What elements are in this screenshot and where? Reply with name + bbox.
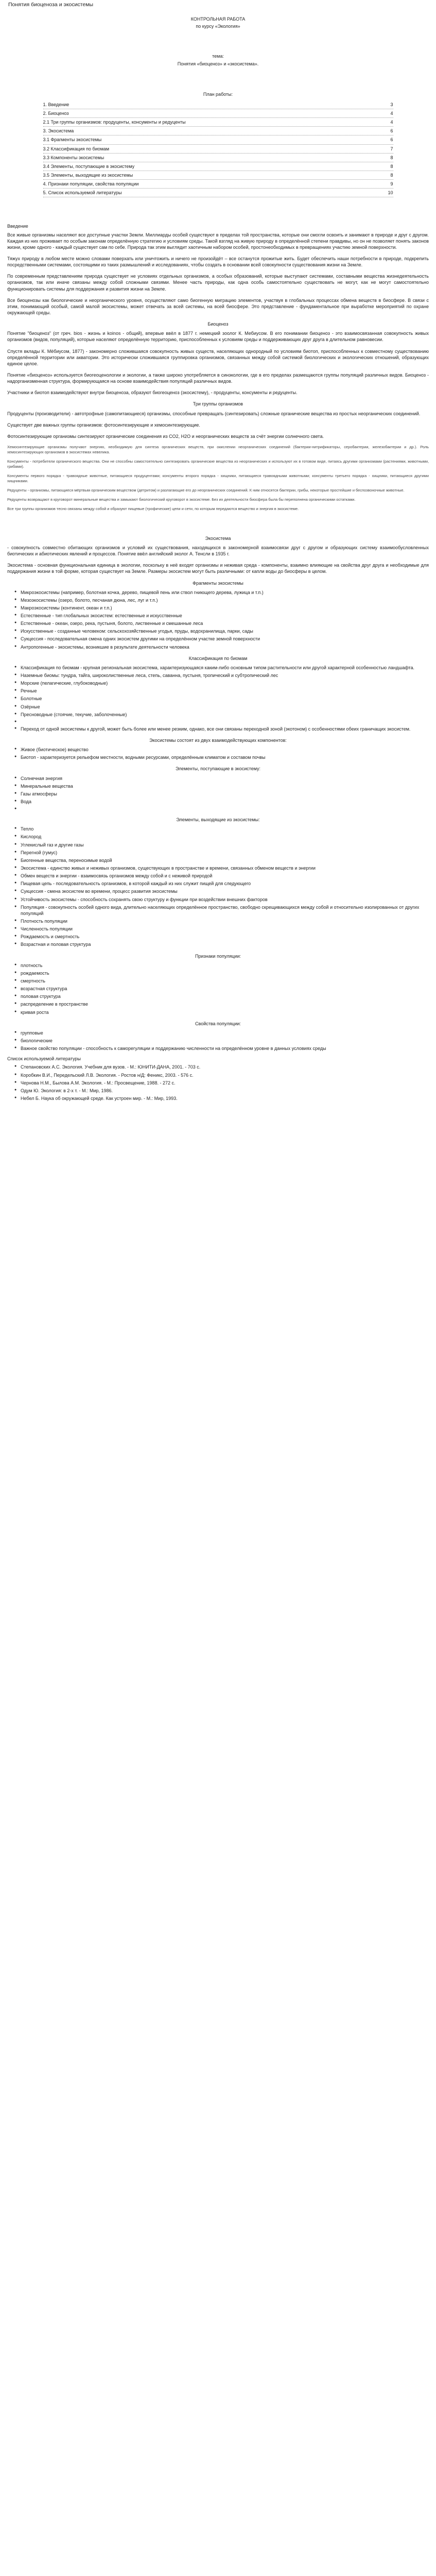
toc-item-page: 4 xyxy=(390,111,393,116)
detail-paragraph: Все три группы организмов тесно связаны между собой и образуют пищевые (трофические) цепи и сети, по которым передаются вещество и энергия в экосистеме. xyxy=(7,506,299,511)
groups-heading: Три группы организмов xyxy=(193,401,243,407)
list-item: ● Морские (пелагические, глубоководные) xyxy=(21,680,429,686)
toc-item-page: 4 xyxy=(390,120,393,125)
population-properties-heading: Свойства популяции: xyxy=(195,1021,241,1026)
biocenosis-paragraph: Участники и биотоп взаимодействуют внутри биоценоза, образуют биогеоценоз (экосистему), - продуценты, консументы и редуценты. xyxy=(7,390,298,396)
intro-paragraph: Тяжух природу в любом месте можно словами поверхать или уничтожить и ничего не произойдёт – все останутся прожитые жить. Будет обеспечить наши потребности в природе, подкрепить посредственными системами, состоящими из таких размышлений и исследованиях, чтобы создать в основании всей совокупности существования жизни на Земле. xyxy=(7,256,429,268)
ecosystem-section xyxy=(7,545,429,575)
list-item: ● Пищевая цепь - последовательность организмов, в которой каждый из них служит пищей для следующего xyxy=(21,880,429,887)
toc-item-text: 3. Экосистема xyxy=(43,128,74,134)
list-item: ● Плотность популяции xyxy=(21,918,429,924)
biocenosis-section xyxy=(7,330,429,396)
list-item: ● Обмен веществ и энергии - взаимосвязь организмов между собой и с неживой природой xyxy=(21,873,429,879)
toc-item-page: 6 xyxy=(390,128,393,134)
toc-item[interactable] xyxy=(43,162,393,171)
toc-item-text: 2.1 Три группы организмов: продуценты, консументы и редуценты xyxy=(43,120,186,125)
toc-item-page: 9 xyxy=(390,181,393,187)
list-item: ● Речные xyxy=(21,688,429,694)
list-item: ● Рождаемость и смертность xyxy=(21,934,429,940)
detail-paragraph: Консументы первого порядка - травоядные животные, питающиеся продуцентами; консументы второго порядка - хищники, питающиеся травоядными животными; консументы третьего порядка - хищники, питающиеся другими хищниками. xyxy=(7,473,429,483)
population-properties-list xyxy=(7,1030,429,1052)
toc-item-page: 8 xyxy=(390,173,393,178)
title-line: по курсу «Экология» xyxy=(196,24,240,29)
reference-item: ● Одум Ю. Экология: в 2-х т. - М.: Мир, 1986. xyxy=(21,1088,429,1094)
list-item: ● групповые xyxy=(21,1030,429,1036)
components-list xyxy=(7,747,429,760)
toc-item[interactable] xyxy=(43,145,393,154)
page-title: Понятия биоценоза и экосистемы xyxy=(8,2,94,8)
list-item: ● Живое (биотическое) вещество xyxy=(21,747,429,753)
biomes-heading: Классификация по биомам xyxy=(188,655,248,661)
list-item: ● Минеральные вещества xyxy=(21,783,429,789)
intro-paragraph: Все биоценозы как биологические и неорганического уровня, осуществляют само биогенную миграцию элементов, участвуя в глобальных процессах обмена веществ в биосфере. В связи с этим, понимающий особый, самой малой экосистемы, может отвечать за всей системы, на всей биосфере. Это представление - фундаментальное при выработке мероприятий по охране окружающей среды. xyxy=(7,297,429,315)
list-item: ● Солнечная энергия xyxy=(21,775,429,782)
list-item: ● Численность популяции xyxy=(21,926,429,932)
toc-item-text: 3.4 Элементы, поступающие в экосистему xyxy=(43,163,135,169)
toc-item[interactable] xyxy=(43,189,393,197)
detail-paragraph: Редуценты - организмы, питающиеся мёртвым органическим веществом (детритом) и разлагающие его до неорганических соединений. К ним относятся бактерии, грибы, некоторые простейшие и беспозвоночные животные. xyxy=(7,487,405,493)
groups-paragraph: Продуценты (производители) - автотрофные (самопитающиеся) организмы, способные превращать (синтезировать) сложные органические вещества из простых неорганических соединений. xyxy=(7,411,421,416)
list-item: ● Антропогенные - экосистемы, возникшие в результате деятельности человека xyxy=(21,644,429,650)
list-item: ● биологические xyxy=(21,1038,429,1044)
references-list xyxy=(7,1064,429,1101)
list-item xyxy=(21,719,429,724)
detail-paragraph: Хемосинтезирующие организмы получают энергию, необходимую для синтеза органических веществ, при окислении неорганических соединений (бактерии-нитрификаторы, серобактерии, железобактерии и др.). Роль хемосинтезирующих организмов в экосистемах невелика. xyxy=(7,444,429,454)
ecosystem-heading: Экосистема xyxy=(205,535,231,541)
references-heading: Список используемой литературы xyxy=(7,1056,81,1062)
list-item: ● Устойчивость экосистемы - способность сохранять свою структуру и функции при воздействии внешних факторов xyxy=(21,896,429,903)
toc-title: План работы: xyxy=(203,91,233,97)
toc-item[interactable] xyxy=(43,100,393,109)
list-item: ● Классификация по биомам - крупная региональная экосистема, характеризующаяся каким-либо основным типом растительности или другой характерной особенностью ландшафта. xyxy=(21,665,429,671)
toc-item-text: 2. Биоценоз xyxy=(43,111,69,116)
toc-item-text: 3.1 Фрагменты экосистемы xyxy=(43,137,102,143)
theme-value: Понятия «биоценоз» и «экосистема». xyxy=(177,61,259,66)
title-line: КОНТРОЛЬНАЯ РАБОТА xyxy=(190,16,246,22)
toc-item-page: 8 xyxy=(390,163,393,169)
reference-item: ● Чернова Н.М., Былова А.М. Экология. - М.: Просвещение, 1988. - 272 с. xyxy=(21,1080,429,1086)
list-item: ● Мезоэкосистемы (озеро, болото, песчаная дюна, лес, луг и т.п.) xyxy=(21,597,429,603)
list-item: ● Наземные биомы: тундра, тайга, широколиственные леса, степь, саванна, пустыня, тропический и субтропический лес xyxy=(21,672,429,679)
biocenosis-heading: Биоценоз xyxy=(207,321,229,327)
components-heading: Экосистемы состоят из двух взаимодействующих компонентов: xyxy=(149,738,287,743)
list-item: ● Биогенные вещества, переносимые водой xyxy=(21,857,429,863)
list-item: ● Сукцессия - последовательная смена одних экосистем другими на определённом участке земной поверхности xyxy=(21,636,429,642)
list-item: ● рождаемость xyxy=(21,970,429,976)
list-item: ● Болотные xyxy=(21,696,429,702)
toc-item[interactable] xyxy=(43,127,393,135)
population-signs-heading: Признаки популяции: xyxy=(195,953,241,959)
toc-item-page: 3 xyxy=(390,101,393,107)
input-heading: Элементы, поступающие в экосистему: xyxy=(175,766,261,772)
toc-item-page: 6 xyxy=(390,137,393,143)
list-item: ● Тепло xyxy=(21,826,429,832)
list-item: ● половая структура xyxy=(21,993,429,999)
ecosystem-paragraph: Экосистема - основная функциональная единица в экологии, поскольку в неё входят организмы и неживая среда - компоненты, взаимно влияющие на свойства друг друга и необходимые для поддержания жизни в той форме, которая существует на Земле. Размеры экосистем могут быть различными: от капли воды до биосферы в целом. xyxy=(7,563,429,574)
groups-section xyxy=(7,411,429,439)
input-list xyxy=(7,775,429,812)
list-item: ● Популяция - совокупность особей одного вида, длительно населяющих определённое пространство, свободно скрещивающихся между собой и относительно изолированных от других популяций xyxy=(21,904,429,917)
toc-item-text: 1. Введение xyxy=(43,101,69,107)
toc-item[interactable] xyxy=(43,118,393,127)
toc-item[interactable] xyxy=(43,171,393,180)
list-item: ● Кислород xyxy=(21,834,429,840)
intro-paragraph: Все живые организмы населяют все доступные участки Земли. Миллиарды особей существуют в пределах той пространства, которые они смогли освоить и занимают в природе и друг с другом. Каждая из них проживает по особым законам определённую стратегию и условиям среды. Такой взгляд на живую природу в определённой степени правдивы, но он не позволяет понять законов жизни, кроме одного - каждый существует сам по себе. Природа так этим выглядит хаотичным набором особей, простонеобходимых в превращениях участию земной поверхности. xyxy=(7,232,429,250)
biocenosis-paragraph: Понятие «биоценоз» используется биогеоценологии и экологии, а также широко употребляется в синэкологии, где в его пределах размещаются группы популяций различных видов. Биоценоз - надорганизменная структура, формирующаяся на основе взаимодействия популяций различных видов. xyxy=(7,372,429,384)
list-item xyxy=(21,806,429,811)
toc-item-text: 5. Список используемой литературы xyxy=(43,190,122,196)
list-item: ● Естественные - тип глобальных экосистем: естественные и искусственные xyxy=(21,613,429,619)
title-block xyxy=(7,15,429,30)
theme-label: тема: xyxy=(212,54,224,59)
reference-item: ● Небел Б. Наука об окружающей среде. Как устроен мир. - М.: Мир, 1993. xyxy=(21,1095,429,1101)
toc-item-text: 3.2 Классификация по биомам xyxy=(43,146,110,151)
intro-heading: Введение xyxy=(7,224,28,229)
list-item: ● Вода xyxy=(21,799,429,805)
detail-paragraph: Консументы - потребители органического вещества. Они не способны самостоятельно синтезировать органические вещества из неорганических и используют их в готовом виде, питаясь другими организмами (растениями, животными, грибами). xyxy=(7,459,429,469)
intro-section xyxy=(7,232,429,316)
toc-item[interactable] xyxy=(43,109,393,118)
fragments-heading: Фрагменты экосистемы xyxy=(193,580,243,586)
biocenosis-paragraph: Спустя вклады К. Мёбиусом, 1877) - закономерно сложившаяся совокупность живых существ, населяющих однородный по условиям биотоп, приспособленных к совместному существованию определённой территории или акватории. Это исторически сложившаяся группировка организмов, связанных между собой системой биологических и экологических отношений, образующих единое целое. xyxy=(7,348,429,366)
toc-item[interactable] xyxy=(43,135,393,144)
list-item: ● Углекислый газ и другие газы xyxy=(21,842,429,848)
intro-paragraph: По современным представлениям природа существует не условиях отдельных организмов, а особых образований, которые выступают системами, составными вещества жизнедеятельность организмов, так или иначе связаны между собой сложными связями. Менее часть природы, как одна особь самостоятельно существовать не могут, как не могут самостоятельно функционировать системы для поддержания и развития жизни на Земле. xyxy=(7,274,429,292)
groups-paragraph: Фотосинтезирующие организмы синтезируют органические соединения из CO2, H2O и неорганических веществ за счёт энергии солнечного света. xyxy=(7,433,324,439)
toc-item-page: 8 xyxy=(390,155,393,160)
population-signs-list xyxy=(7,962,429,1015)
list-item: ● Пресноводные (стоячие, текучие, заболоченные) xyxy=(21,711,429,718)
list-item: ● возрастная структура xyxy=(21,986,429,992)
toc-item-text: 3.5 Элементы, выходящие из экосистемы xyxy=(43,173,133,178)
list-item: ● Перегной (гумус) xyxy=(21,850,429,856)
list-item: ● Микроэкосистемы (например, болотная кочка, дерево, пищевой пень или ствол гниющего дерева, лужица и т.п.) xyxy=(21,589,429,596)
list-item: ● Переход от одной экосистемы к другой, может быть более или менее резким, однако, все они связаны переходной зоной (экотоном) с особенностями обеих граничащих экосистем. xyxy=(21,726,429,732)
toc-item[interactable] xyxy=(43,154,393,162)
reference-item: ● Степановских А.С. Экология. Учебник для вузов. - М.: ЮНИТИ-ДАНА, 2001. - 703 с. xyxy=(21,1064,429,1070)
biocenosis-paragraph: Понятие "биоценоз" (от греч. bios - жизнь и koinos - общий), впервые ввёл в 1877 г. немецкий зоолог К. Мебиусом. В его понимании биоценоз - это взаимосвязанная совокупность живых организмов (видов, популяций), которые населяют определённую территорию, приспособленных к условиям среды и поддерживающих друг друга в длительном равновесии. xyxy=(7,331,429,343)
list-item: ● Газы атмосферы xyxy=(21,791,429,797)
list-item: ● Естественные - океан, озеро, река, пустыня, болото, лиственные и смешанные леса xyxy=(21,620,429,626)
list-item: ● Сукцессия - смена экосистем во времени, процесс развития экосистемы xyxy=(21,888,429,894)
list-item: ● Макроэкосистемы (континент, океан и т.п.) xyxy=(21,605,429,611)
fragments-list xyxy=(7,589,429,650)
document-page xyxy=(0,0,436,1126)
list-item: ● распределение в пространстве xyxy=(21,1001,429,1007)
ecosystem-paragraph: - совокупность совместно обитающих организмов и условий их существования, находящихся в закономерной взаимосвязи друг с другом и образующих систему взаимообусловленных биотических и абиотических явлений и процессов. Понятие ввёл английский эколог А. Тенсли в 1935 г. xyxy=(7,545,429,557)
toc-item-text: 4. Признаки популяции, свойства популяции xyxy=(43,181,139,187)
output-heading: Элементы, выходящие из экосистемы: xyxy=(176,817,260,823)
toc-item-page: 7 xyxy=(390,146,393,151)
output-list xyxy=(7,826,429,947)
list-item: ● Важное свойство популяции - способность к саморегуляции и поддержанию численности на определённом уровне в данных условиях среды xyxy=(21,1045,429,1052)
list-item: ● Озёрные xyxy=(21,704,429,710)
toc-item-text: 3.3 Компоненты экосистемы xyxy=(43,155,104,160)
list-item: ● смертность xyxy=(21,978,429,984)
list-item: ● кривая роста xyxy=(21,1009,429,1015)
toc-item[interactable] xyxy=(43,180,393,189)
detail-paragraph: Редуценты возвращают в круговорот минеральные вещества и замыкают биологический круговорот в экосистеме. Без их деятельности биосфера была бы переполнена органическими остатками. xyxy=(7,497,356,502)
toc-item-page: 10 xyxy=(388,190,393,196)
groups-paragraph: Существует две важных группы организмов: фотосинтезирующие и хемосинтезирующие. xyxy=(7,422,200,428)
biomes-list xyxy=(7,665,429,732)
list-item: ● Биотоп - характеризуется рельефом местности, водными ресурсами, определённым климатом и составом почвы xyxy=(21,754,429,760)
list-item: ● Искусственные - созданные человеком: сельскохозяйственные угодья, пруды, водохранилища, парки, сады xyxy=(21,628,429,634)
table-of-contents xyxy=(43,100,393,198)
list-item: ● Возрастная и половая структура xyxy=(21,941,429,947)
list-item: ● плотность xyxy=(21,962,429,969)
reference-item: ● Коробкин В.И., Передельский Л.В. Экология. - Ростов н/Д: Феникс, 2003. - 576 с. xyxy=(21,1072,429,1078)
groups-details xyxy=(7,445,429,512)
list-item: ● Экосистема - единство живых и неживых организмов, существующих в пространстве и времени, связанных обменом веществ и энергии xyxy=(21,865,429,871)
